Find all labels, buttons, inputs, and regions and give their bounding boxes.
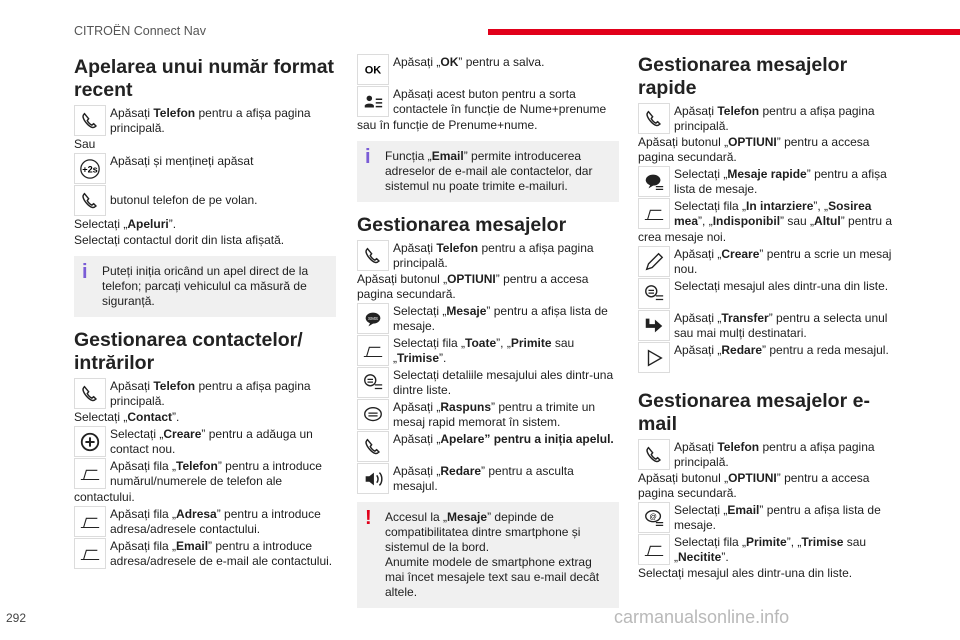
quick-message-icon <box>638 166 670 197</box>
tab-icon <box>357 335 389 366</box>
quick-reply-icon <box>357 399 389 430</box>
message-details-icon <box>357 367 389 398</box>
info-icon: i <box>82 261 88 283</box>
step-telefon-2: Apăsați Telefon pentru a afișa pagina principală. <box>74 378 336 409</box>
phone-icon <box>638 103 670 134</box>
step-ok: OK Apăsați „OK” pentru a salva. <box>357 54 619 85</box>
section-title-email: Gestionarea mesajelor e-mail <box>638 390 870 435</box>
header-accent-bar <box>488 29 960 35</box>
step-redare-asculta: Apăsați „Redare” pentru a asculta mesajul. <box>357 463 619 494</box>
step-steering-phone: butonul telefon de pe volan. <box>74 185 336 216</box>
svg-text:@: @ <box>649 511 657 521</box>
warning-icon: ! <box>365 507 372 529</box>
svg-text:OK: OK <box>364 64 382 77</box>
step-tab-telefon: Apăsați fila „Telefon” pentru a introduce numărul/numerele de telefon ale <box>74 458 336 489</box>
svg-text:SMS: SMS <box>368 315 378 321</box>
info-note: i Puteți iniția oricând un apel direct de la telefon; parcați vehiculul ca măsură de siguranță. <box>74 256 336 317</box>
section-title-contacts: Gestionarea contactelor/ intrărilor <box>74 329 303 374</box>
contact-sort-icon <box>357 86 389 117</box>
email-icon <box>638 502 670 533</box>
step-telefon-5: Apăsați Telefon pentru a afișa pagina principală. <box>638 439 900 470</box>
message-details-icon <box>638 278 670 309</box>
step-sort: Apăsați acest buton pentru a sorta contactele în funcție de Nume+prenume <box>357 86 619 117</box>
step-raspuns: Apăsați „Raspuns” pentru a trimite un mesaj rapid memorat în sistem. <box>357 399 619 430</box>
text-sau: Sau <box>74 137 96 151</box>
step-tabs-primite: Selectați fila „Primite”, „Trimise sau „Necitite”. <box>638 534 900 565</box>
step-tabs-toate: Selectați fila „Toate”, „Primite sau „Trimise”. <box>357 335 619 366</box>
phone-icon <box>357 431 389 462</box>
column-3: Gestionarea mesajelor rapide Apăsați Telefon pentru a afișa pagina principală. Apăsați butonul „OPTIUNI” pentru a accesa pagina secundară. Selectați „Mesaje rapide” pentru a afișa lista de mesaje. Selectați fila „In intarziere”, „Sosirea mea”, „Indisponibil” sau „Altul” pentru a crea mesaje noi. Apăsați „Creare” pentru a scrie un mesaj nou. Selectați mesajul ales dintr-una din liste. Apăsați „Transfer” pentru a selecta unul sau mai mulți destinatari. Apăsați „Redare” pentru a reda mesajul. Gestionarea mesajelor e-mail Apăsați Telefon pentru a afișa pagina principală. Apăsați butonul „OPTIUNI” pentru a accesa pagina secundară. @ Selectați „Email” pentru a afișa lista de mesaje. Selectați fila „Primite”, „Trimise sau „Necitite”. Selectați mesajul ales dintr-una din liste. <box>638 54 900 582</box>
step-transfer: Apăsați „Transfer” pentru a selecta unul sau mai mulți destinatari. <box>638 310 900 341</box>
watermark: carmanualsonline.info <box>614 607 790 627</box>
tab-icon <box>74 538 106 569</box>
steering-wheel-button-icon <box>74 153 106 184</box>
step-details: Selectați detaliile mesajului ales dintr-una dintre liste. <box>357 367 619 398</box>
tab-icon <box>74 458 106 489</box>
step-mesaje-rapide: Selectați „Mesaje rapide” pentru a afișa lista de mesaje. <box>638 166 900 197</box>
step-select-message: Selectați mesajul ales dintr-una din liste. <box>638 278 900 309</box>
step-hold-steering: +2s Apăsați și mențineți apăsat <box>74 153 336 184</box>
forward-arrow-icon <box>638 310 670 341</box>
section-title-messages: Gestionarea mesajelor <box>357 214 567 236</box>
info-icon: i <box>365 146 371 168</box>
step-apelare: Apăsați „Apelare” pentru a iniția apelul. <box>357 431 619 462</box>
play-icon <box>638 342 670 373</box>
phone-icon <box>357 240 389 271</box>
sms-icon <box>357 303 389 334</box>
step-telefon-3: Apăsați Telefon pentru a afișa pagina principală. <box>357 240 619 271</box>
page-number: 292 <box>6 611 27 625</box>
phone-icon <box>74 105 106 136</box>
svg-text:+2s: +2s <box>82 164 98 175</box>
step-email: @ Selectați „Email” pentru a afișa lista de mesaje. <box>638 502 900 533</box>
running-header: CITROËN Connect Nav <box>74 24 206 38</box>
step-tabs-intarziere: Selectați fila „In intarziere”, „Sosirea mea”, „Indisponibil” sau „Altul” pentru a <box>638 198 900 229</box>
add-circle-icon <box>74 426 106 457</box>
tab-icon <box>638 198 670 229</box>
section-title-quick-messages: Gestionarea mesajelor rapide <box>638 54 848 99</box>
step-redare-reda: Apăsați „Redare” pentru a reda mesajul. <box>638 342 900 373</box>
tab-icon <box>74 506 106 537</box>
step-telefon-4: Apăsați Telefon pentru a afișa pagina principală. <box>638 103 900 134</box>
step-tab-adresa: Apăsați fila „Adresa” pentru a introduce adresa/adresele contactului. <box>74 506 336 537</box>
column-1: Apelarea unui număr format recent Apăsați Telefon pentru a afișa pagina principală. Sau +2s Apăsați și mențineți apăsat butonul telefon de pe volan. Selectați „Apeluri”. Selectați contactul dorit din lista afișată. i Puteți iniția oricând un apel direct de la telefon; parcați vehiculul ca măsură de siguranță. Gestionarea contactelor/ intrărilor Apăsați Telefon pentru a afișa pagina principală. Selectați „Contact”. Selectați „Creare” pentru a adăuga un contact nou. Apăsați fila „Telefon” pentru a introduce numărul/numerele de telefon ale contactului. Apăsați fila „Adresa” pentru a introduce adresa/adresele contactului. Apăsați fila „Email” pentru a introduce adresa/adresele de e-mail ale contactului. <box>74 56 335 568</box>
tab-icon <box>638 534 670 565</box>
speaker-icon <box>357 463 389 494</box>
pencil-icon <box>638 246 670 277</box>
step-tab-email: Apăsați fila „Email” pentru a introduce adresa/adresele de e-mail ale contactului. <box>74 538 336 569</box>
step-creare-mesaj: Apăsați „Creare” pentru a scrie un mesaj nou. <box>638 246 900 277</box>
step-telefon: Apăsați Telefon pentru a afișa pagina principală. <box>74 105 336 136</box>
phone-icon <box>74 378 106 409</box>
section-title-recent-calls: Apelarea unui număr format recent <box>74 56 335 101</box>
warning-note: ! Accesul la „Mesaje” depinde de compatibilitatea dintre smartphone și sistemul de la bord. Anumite modele de smartphone extrag mai încet mesajele text sau e-mail decât altele. <box>357 502 619 608</box>
step-mesaje: SMS Selectați „Mesaje” pentru a afișa lista de mesaje. <box>357 303 619 334</box>
step-creare: Selectați „Creare” pentru a adăuga un contact nou. <box>74 426 336 457</box>
info-note-email: i Funcția „Email” permite introducerea adreselor de e-mail ale contactelor, dar sistemul nu poate trimite e-mailuri. <box>357 141 619 202</box>
ok-icon <box>357 54 389 85</box>
phone-icon <box>638 439 670 470</box>
column-2: OK Apăsați „OK” pentru a salva. Apăsați acest buton pentru a sorta contactele în funcție de Nume+prenume sau în funcție de Prenume+nume. i Funcția „Email” permite introducerea adreselor de e-mail ale contactelor, dar sistemul nu poate trimite e-mailuri. Gestionarea mesajelor Apăsați Telefon pentru a afișa pagina principală. Apăsați butonul „OPTIUNI” pentru a accesa pagina secundară. SMS Selectați „Mesaje” pentru a afișa lista de mesaje. Selectați fila „Toate”, „Primite sau „Trimise”. Selectați detaliile mesajului ales dintr-una dintre liste. Apăsați „Raspuns” pentru a trimite un mesaj rapid memorat în sistem. Apăsați „Apelare” pentru a iniția apelul. Apăsați „Redare” pentru a asculta mesajul. ! Accesul la „Mesaje” depinde de compatibilitatea dintre smartphone și sistemul de la bord. Anumite modele de smartphone extrag mai încet mesajele text sau e-mail decât altele. <box>357 54 619 620</box>
phone-icon <box>74 185 106 216</box>
